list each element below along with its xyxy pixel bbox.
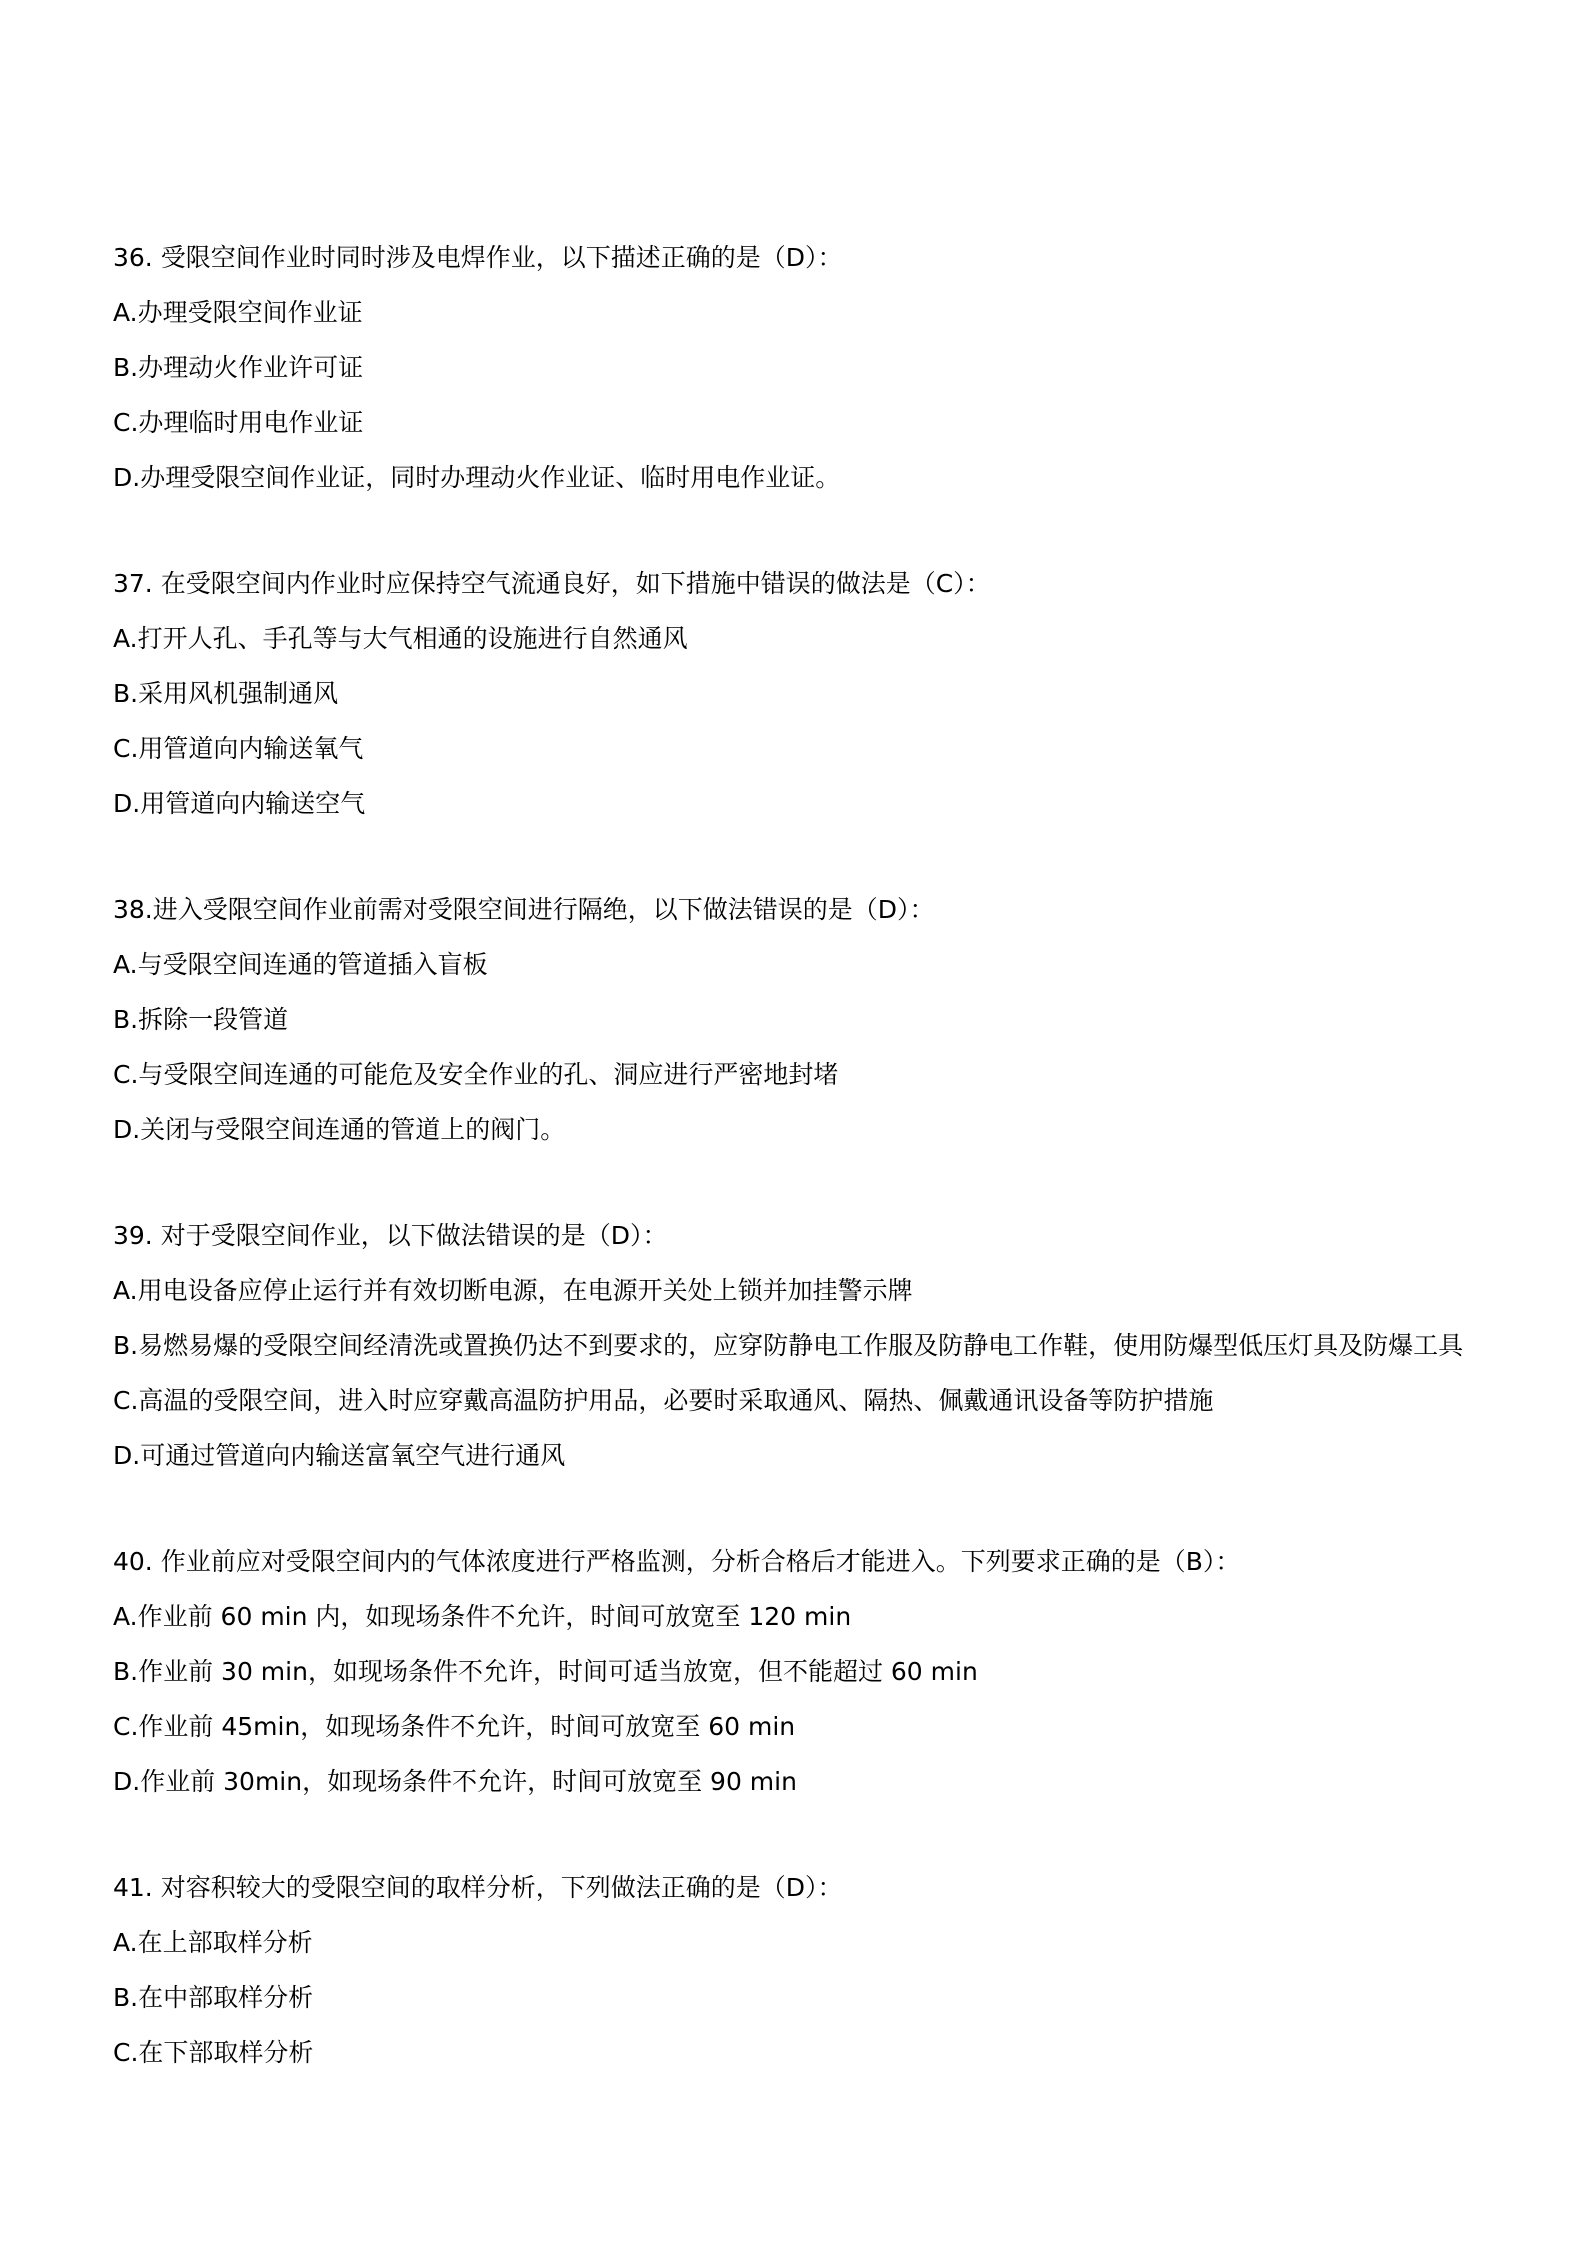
option-c: C.办理临时用电作业证: [113, 408, 364, 437]
question-stem: 40. 作业前应对受限空间内的气体浓度进行严格监测，分析合格后才能进入。下列要求正确的是（B）：: [113, 1547, 1241, 1576]
option-b: B.作业前 30 min，如现场条件不允许，时间可适当放宽，但不能超过 60 min: [113, 1657, 978, 1686]
option-a: A.办理受限空间作业证: [113, 298, 363, 327]
option-c: C.高温的受限空间，进入时应穿戴高温防护用品，必要时采取通风、隔热、佩戴通讯设备等防护措施: [113, 1386, 1214, 1415]
option-b: B.办理动火作业许可证: [113, 353, 364, 382]
option-d: D.作业前 30min，如现场条件不允许，时间可放宽至 90 min: [113, 1767, 797, 1796]
option-c: C.作业前 45min，如现场条件不允许，时间可放宽至 60 min: [113, 1712, 796, 1741]
question-38: [113, 882, 1493, 1157]
option-a: A.在上部取样分析: [113, 1928, 313, 1957]
question-37: [113, 556, 1493, 831]
question-36: [113, 230, 1493, 505]
option-d: D.办理受限空间作业证，同时办理动火作业证、临时用电作业证。: [113, 463, 841, 492]
option-c: C.在下部取样分析: [113, 2038, 314, 2067]
option-a: A.作业前 60 min 内，如现场条件不允许，时间可放宽至 120 min: [113, 1602, 852, 1631]
question-41: [113, 1860, 1493, 2080]
option-d: D.用管道向内输送空气: [113, 789, 366, 818]
document-page: [113, 230, 1493, 2131]
option-a: A.用电设备应停止运行并有效切断电源，在电源开关处上锁并加挂警示牌: [113, 1276, 913, 1305]
question-stem: 41. 对容积较大的受限空间的取样分析，下列做法正确的是（D）：: [113, 1873, 843, 1902]
option-c: C.与受限空间连通的可能危及安全作业的孔、洞应进行严密地封堵: [113, 1060, 839, 1089]
option-a: A.打开人孔、手孔等与大气相通的设施进行自然通风: [113, 624, 688, 653]
question-stem: 38.进入受限空间作业前需对受限空间进行隔绝，以下做法错误的是（D）：: [113, 895, 935, 924]
question-39: [113, 1208, 1493, 1483]
question-stem: 39. 对于受限空间作业，以下做法错误的是（D）：: [113, 1221, 668, 1250]
option-d: D.可通过管道向内输送富氧空气进行通风: [113, 1441, 566, 1470]
question-stem: 36. 受限空间作业时同时涉及电焊作业，以下描述正确的是（D）：: [113, 243, 843, 272]
option-d: D.关闭与受限空间连通的管道上的阀门。: [113, 1115, 566, 1144]
option-a: A.与受限空间连通的管道插入盲板: [113, 950, 488, 979]
option-b: B.易燃易爆的受限空间经清洗或置换仍达不到要求的，应穿防静电工作服及防静电工作鞋，使用防爆型低压灯具及防爆工具: [113, 1331, 1464, 1360]
question-stem: 37. 在受限空间内作业时应保持空气流通良好，如下措施中错误的做法是（C）：: [113, 569, 991, 598]
option-b: B.拆除一段管道: [113, 1005, 289, 1034]
option-c: C.用管道向内输送氧气: [113, 734, 364, 763]
question-40: [113, 1534, 1493, 1809]
option-b: B.采用风机强制通风: [113, 679, 339, 708]
option-b: B.在中部取样分析: [113, 1983, 314, 2012]
